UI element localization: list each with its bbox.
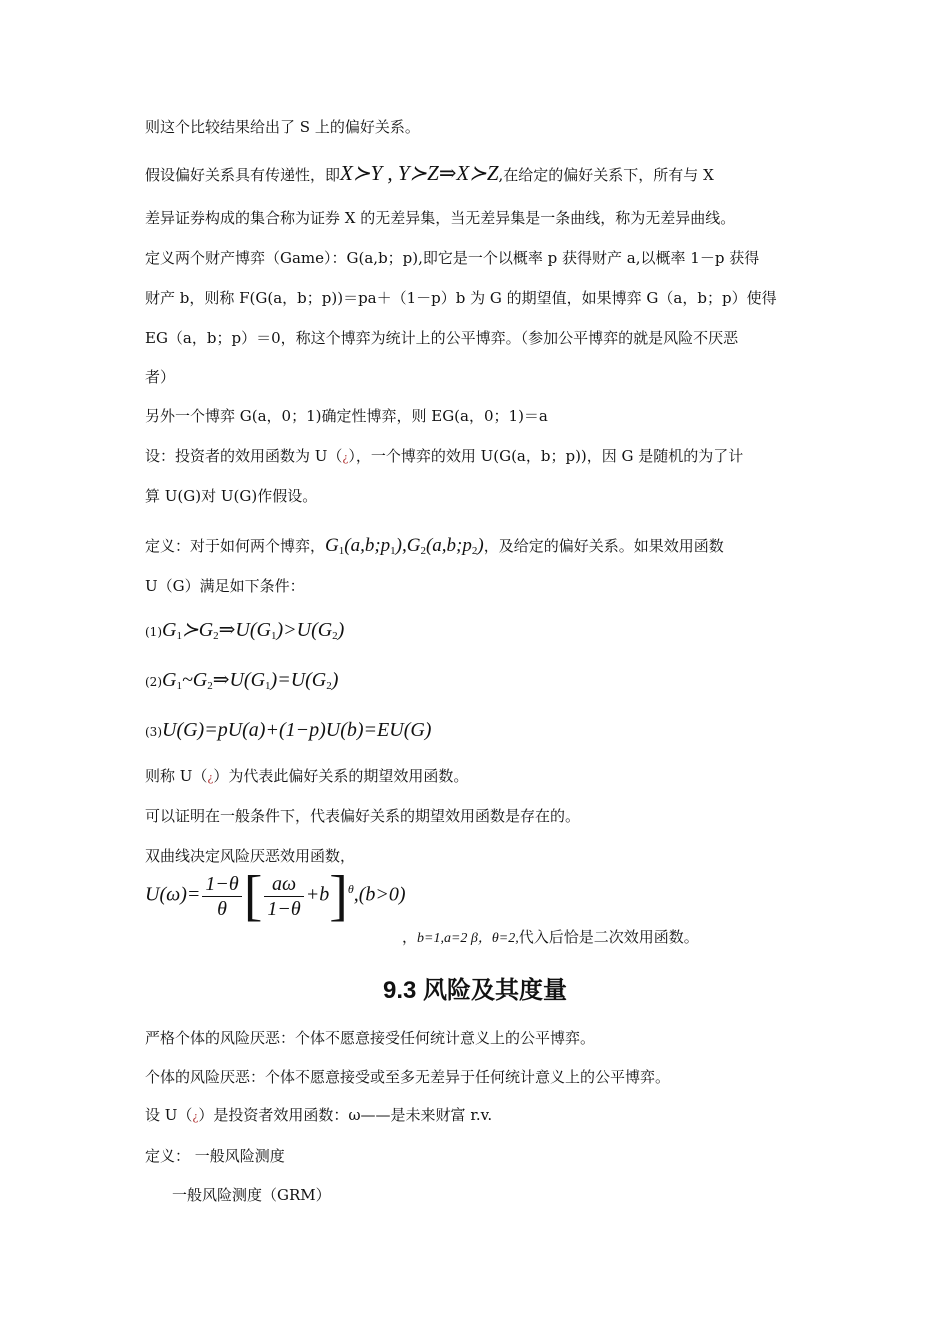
fraction: $\frac{a\omega}{1-\theta}$ <box>264 872 303 921</box>
paragraph-line: 双曲线决定风险厌恶效用函数， <box>145 847 356 865</box>
paragraph-line: 者） <box>145 368 176 386</box>
text: 代入后恰是二次效用函数。 <box>518 928 699 946</box>
placeholder-glyph: ¿ <box>207 771 214 784</box>
paragraph-line: 财产 b，则称 F(G(a，b；p))＝pa＋（1－p）b 为 G 的期望值，如果博弈 G（a，b；p）使得 <box>145 289 777 307</box>
fraction: $\frac{1-\theta}{\theta}$ <box>202 872 241 921</box>
condition-2 <box>145 670 338 696</box>
text: ），一个博弈的效用 U(G(a，b；p))，因 G 是随机的为了计 <box>348 447 744 465</box>
paragraph-line: 则这个比较结果给出了 S 上的偏好关系。 <box>145 118 420 136</box>
utility-line <box>145 1105 492 1127</box>
paragraph-line: 个体的风险厌恶：个体不愿意接受或至多无差异于任何统计意义上的公平博弈。 <box>145 1068 671 1086</box>
text: ）是投资者效用函数：ω——是未来财富 r.v. <box>198 1106 493 1124</box>
text: 定义：对于如何两个博弈， <box>145 537 326 555</box>
condition-number: (1) <box>145 625 162 639</box>
paragraph-line: 算 U(G)对 U(G)作假设。 <box>145 487 318 505</box>
text: 假设偏好关系具有传递性，即 <box>145 166 341 184</box>
condition-number: (2) <box>145 675 162 689</box>
hyperbolic-utility-formula: U(ω)= $\frac{1-\theta}{\theta}$ [ $\frac{a\omega}{1-\theta}$ +b]$^\theta$,(b>0) <box>145 865 406 927</box>
paragraph-line: 另外一个博弈 G(a，0；1)确定性博弈，则 EG(a，0；1)＝a <box>145 407 548 425</box>
condition-1 <box>145 620 344 646</box>
paragraph-line: 一般风险测度（GRM） <box>172 1186 331 1204</box>
paragraph-line: 定义两个财产博弈（Game）：G(a,b；p),即它是一个以概率 p 获得财产 a,以概率 1－p 获得 <box>145 249 760 267</box>
section-heading: 9.3 风险及其度量 <box>382 977 568 1004</box>
placeholder-glyph: ¿ <box>192 1110 199 1123</box>
condition-number: (3) <box>145 725 162 739</box>
definition-line <box>145 536 724 561</box>
paragraph-line: 严格个体的风险厌恶：个体不愿意接受任何统计意义上的公平博弈。 <box>145 1029 596 1047</box>
text: ）为代表此偏好关系的期望效用函数。 <box>213 767 469 785</box>
condition-formula: $G_1≻G_2\Rightarrow U(G_1)>U(G_2)$ <box>162 619 345 642</box>
paragraph-line: EG（a，b；p）＝0，称这个博弈为统计上的公平博弈。（参加公平博弈的就是风险不厌恶 <box>145 329 739 347</box>
text: 则称 U（ <box>145 767 208 785</box>
text: 设 U（ <box>145 1106 193 1124</box>
text: 设：投资者的效用函数为 U（ <box>145 447 343 465</box>
paragraph-line: U（G）满足如下条件： <box>145 577 305 595</box>
text: ，及给定的偏好关系。如果效用函数 <box>483 537 724 555</box>
paragraph-line: 差异证券构成的集合称为证券 X 的无差异集，当无差异集是一条曲线，称为无差异曲线。 <box>145 209 736 227</box>
paragraph-line: 定义： 一般风险测度 <box>145 1147 285 1165</box>
condition-formula: U(G)=pU(a)+(1−p)U(b)=EU(G) <box>162 719 432 741</box>
parameter-note: b=1,a=2 β，θ=2, <box>417 931 519 946</box>
condition-3 <box>145 720 431 742</box>
utility-line <box>145 766 468 788</box>
formula-note: ，b=1,a=2 β，θ=2,代入后恰是二次效用函数。 <box>402 928 699 946</box>
text: ,在给定的偏好关系下，所有与 X <box>498 166 714 184</box>
transitivity-formula: X≻Y , Y≻Z⇒X≻Z <box>340 161 499 185</box>
paragraph-line: 可以证明在一般条件下，代表偏好关系的期望效用函数是存在的。 <box>145 807 581 825</box>
transitivity-line <box>145 163 714 185</box>
games-formula: $G_1(a,b;p_1),G_2(a,b;p_2)$ <box>325 535 484 557</box>
condition-formula: $G_1\sim G_2\Rightarrow U(G_1)=U(G_2)$ <box>162 669 339 692</box>
placeholder-glyph: ¿ <box>342 451 349 464</box>
utility-line <box>145 446 743 468</box>
